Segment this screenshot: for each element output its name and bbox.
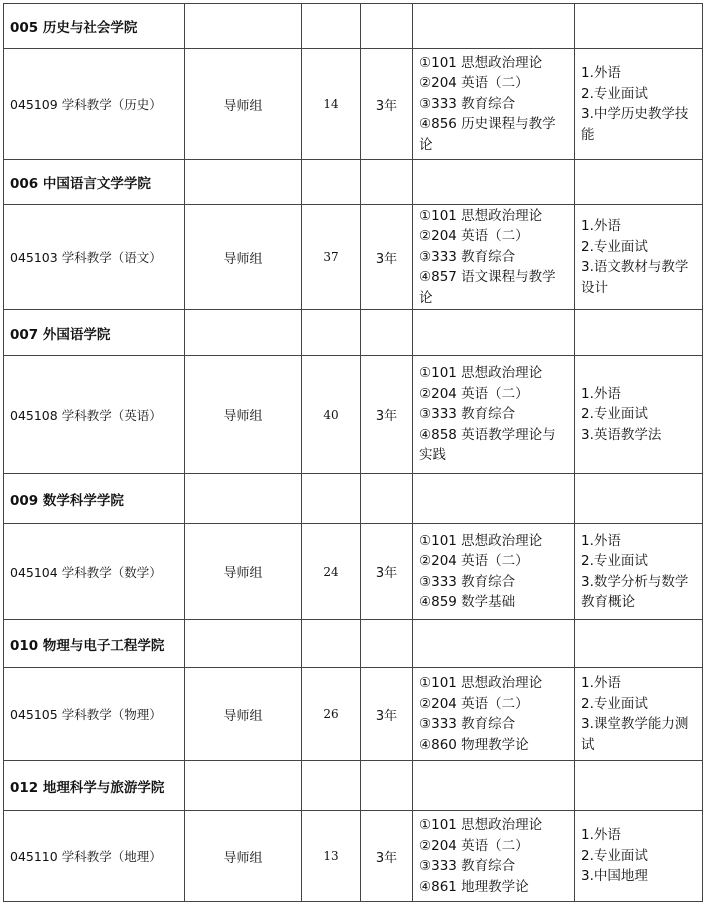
exam-subject: ①101 思想政治理论 [419, 817, 543, 833]
exam-subject: ③333 教育综合 [419, 573, 516, 590]
exam-subject: ③333 教育综合 [419, 248, 516, 265]
empty-cell [413, 761, 575, 811]
empty-cell [185, 620, 302, 668]
study-years-cell: 3年 [361, 205, 413, 310]
empty-cell [575, 620, 703, 668]
empty-cell [575, 310, 703, 356]
department-row [4, 761, 703, 811]
exam-subject: ②204 英语（二） [419, 228, 529, 245]
empty-cell [413, 4, 575, 49]
department-name: 006 中国语言文学学院 [4, 160, 185, 205]
advisor-unit-cell: 导师组 [185, 49, 302, 160]
retest-subject: 3.数学分析与数学教育概论 [581, 573, 689, 610]
empty-cell [575, 761, 703, 811]
retest-subject: 3.英语教学法 [581, 426, 662, 443]
empty-cell [302, 761, 361, 811]
empty-cell [302, 474, 361, 524]
exam-subject: ④860 物理教学论 [419, 736, 529, 753]
study-years-cell: 3年 [361, 668, 413, 761]
major-cell: 045109 学科教学（历史） [4, 49, 185, 160]
empty-cell [185, 474, 302, 524]
study-years-cell: 3年 [361, 49, 413, 160]
admissions-table [3, 3, 703, 902]
exam-subject: ①101 思想政治理论 [419, 207, 543, 224]
empty-cell [361, 474, 413, 524]
major-cell: 045105 学科教学（物理） [4, 668, 185, 761]
empty-cell [575, 4, 703, 49]
empty-cell [361, 761, 413, 811]
exam-subject: ①101 思想政治理论 [419, 532, 543, 549]
exam-subjects-cell [413, 524, 575, 620]
exam-subject: ①101 思想政治理论 [419, 54, 543, 71]
exam-subject: ②204 英语（二） [419, 695, 529, 712]
department-row [4, 474, 703, 524]
exam-subject: ①101 思想政治理论 [419, 365, 543, 382]
retest-subjects-cell [575, 356, 703, 474]
empty-cell [413, 620, 575, 668]
department-row [4, 160, 703, 205]
department-row [4, 620, 703, 668]
retest-subject: 2.专业面试 [581, 553, 648, 569]
exam-subject: ③333 教育综合 [419, 95, 516, 112]
exam-subject: ①101 思想政治理论 [419, 675, 543, 691]
department-name: 005 历史与社会学院 [4, 4, 185, 49]
retest-subject: 1.外语 [581, 532, 621, 549]
exam-subjects-cell [413, 356, 575, 474]
empty-cell [302, 310, 361, 356]
exam-subject: ④859 数学基础 [419, 594, 516, 610]
empty-cell [361, 620, 413, 668]
exam-subject: ③333 教育综合 [419, 858, 516, 874]
major-row [4, 524, 703, 620]
exam-subject: ④861 地理教学论 [419, 878, 529, 895]
major-row [4, 356, 703, 474]
major-cell: 045103 学科教学（语文） [4, 205, 185, 310]
exam-subject: ②204 英语（二） [419, 837, 529, 854]
department-row [4, 4, 703, 49]
retest-subject: 2.专业面试 [581, 85, 648, 102]
study-years-cell: 3年 [361, 811, 413, 902]
advisor-unit-cell: 导师组 [185, 668, 302, 761]
empty-cell [575, 474, 703, 524]
advisor-unit-cell: 导师组 [185, 205, 302, 310]
retest-subject: 1.外语 [581, 65, 621, 81]
major-cell: 045110 学科教学（地理） [4, 811, 185, 902]
major-row [4, 811, 703, 902]
retest-subject: 2.专业面试 [581, 847, 648, 864]
retest-subject: 3.课堂教学能力测试 [581, 716, 689, 753]
major-row [4, 668, 703, 761]
empty-cell [575, 160, 703, 205]
retest-subjects-cell [575, 49, 703, 160]
advisor-unit-cell: 导师组 [185, 356, 302, 474]
exam-subject: ③333 教育综合 [419, 716, 516, 732]
retest-subject: 3.中学历史教学技能 [581, 106, 689, 143]
enrollment-count-cell: 13 [302, 811, 361, 902]
exam-subject: ④857 语文课程与教学论 [419, 269, 556, 306]
enrollment-count-cell: 14 [302, 49, 361, 160]
retest-subject: 3.中国地理 [581, 868, 648, 885]
empty-cell [361, 310, 413, 356]
exam-subjects-cell [413, 668, 575, 761]
retest-subject: 3.语文教材与教学设计 [581, 259, 689, 296]
enrollment-count-cell: 37 [302, 205, 361, 310]
department-name: 009 数学科学学院 [4, 474, 185, 524]
enrollment-count-cell: 24 [302, 524, 361, 620]
retest-subject: 1.外语 [581, 827, 621, 844]
study-years-cell: 3年 [361, 356, 413, 474]
table-body [4, 4, 703, 902]
exam-subjects-cell [413, 205, 575, 310]
empty-cell [185, 4, 302, 49]
exam-subject: ②204 英语（二） [419, 385, 529, 402]
retest-subject: 2.专业面试 [581, 695, 648, 712]
empty-cell [302, 4, 361, 49]
department-name: 010 物理与电子工程学院 [4, 620, 185, 668]
exam-subjects-cell [413, 811, 575, 902]
empty-cell [413, 160, 575, 205]
retest-subjects-cell [575, 205, 703, 310]
advisor-unit-cell: 导师组 [185, 811, 302, 902]
empty-cell [185, 761, 302, 811]
exam-subject: ②204 英语（二） [419, 553, 529, 569]
enrollment-count-cell: 40 [302, 356, 361, 474]
empty-cell [361, 160, 413, 205]
empty-cell [361, 4, 413, 49]
empty-cell [413, 474, 575, 524]
major-cell: 045108 学科教学（英语） [4, 356, 185, 474]
major-row [4, 49, 703, 160]
retest-subjects-cell [575, 811, 703, 902]
advisor-unit-cell: 导师组 [185, 524, 302, 620]
retest-subject: 1.外语 [581, 218, 621, 234]
exam-subject: ④858 英语教学理论与实践 [419, 426, 556, 464]
exam-subject: ③333 教育综合 [419, 406, 516, 423]
empty-cell [302, 620, 361, 668]
empty-cell [185, 310, 302, 356]
retest-subject: 1.外语 [581, 385, 621, 402]
major-row [4, 205, 703, 310]
department-row [4, 310, 703, 356]
empty-cell [185, 160, 302, 205]
exam-subject: ②204 英语（二） [419, 75, 529, 92]
retest-subject: 1.外语 [581, 675, 621, 691]
retest-subjects-cell [575, 524, 703, 620]
exam-subjects-cell [413, 49, 575, 160]
empty-cell [302, 160, 361, 205]
empty-cell [413, 310, 575, 356]
department-name: 012 地理科学与旅游学院 [4, 761, 185, 811]
retest-subject: 2.专业面试 [581, 406, 648, 423]
enrollment-count-cell: 26 [302, 668, 361, 761]
retest-subjects-cell [575, 668, 703, 761]
study-years-cell: 3年 [361, 524, 413, 620]
department-name: 007 外国语学院 [4, 310, 185, 356]
exam-subject: ④856 历史课程与教学论 [419, 116, 556, 153]
major-cell: 045104 学科教学（数学） [4, 524, 185, 620]
retest-subject: 2.专业面试 [581, 238, 648, 255]
